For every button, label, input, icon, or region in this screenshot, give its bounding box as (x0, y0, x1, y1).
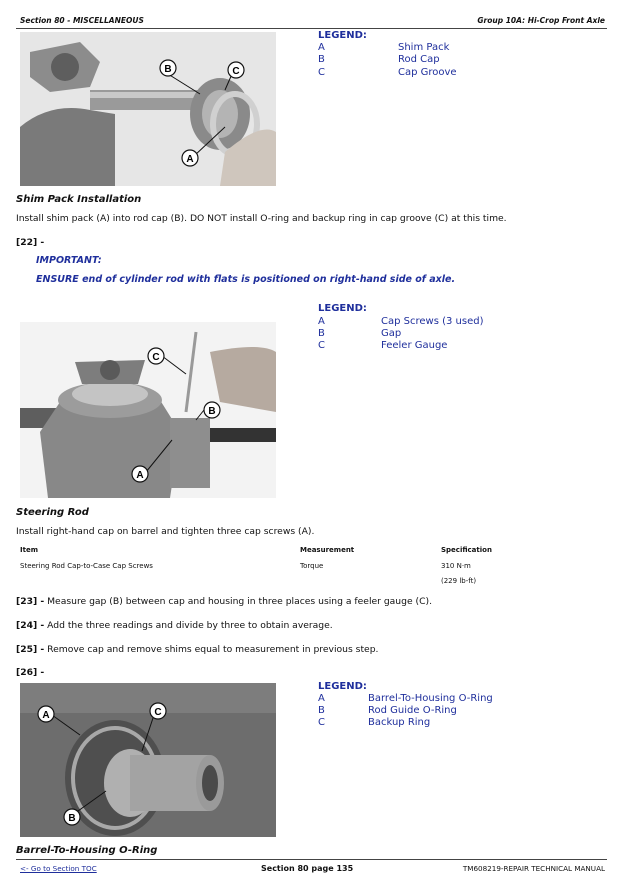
legend-key: A (318, 693, 325, 704)
table-cell-item: Steering Rod Cap-to-Case Cap Screws (20, 562, 153, 570)
footer-rule (16, 859, 607, 860)
shim-pack-text: Install shim pack (A) into rod cap (B). DO NOT install O-ring and backup ring in cap groove (C) at this time. (16, 213, 507, 224)
step-25 (16, 644, 378, 655)
step-number: [26] - (16, 667, 45, 678)
legend-value: Cap Screws (3 used) (381, 316, 484, 327)
legend-key: C (318, 717, 325, 728)
step-23 (16, 596, 432, 607)
step-text: Measure gap (B) between cap and housing in three places using a feeler gauge (C). (47, 596, 433, 607)
table-header-item: Item (20, 546, 38, 554)
legend-key: C (318, 67, 325, 78)
step-number: [25] - (16, 644, 45, 655)
callout-c: C (152, 352, 160, 363)
table-header-measurement: Measurement (300, 546, 355, 554)
table-cell-spec-metric: 310 N·m (441, 562, 471, 570)
legend-key: B (318, 705, 325, 716)
legend-value: Rod Guide O-Ring (368, 705, 457, 716)
table-cell-spec-imperial: (229 lb-ft) (441, 577, 477, 585)
o-ring-photo (20, 683, 276, 837)
shim-pack-illustration (20, 32, 276, 186)
shim-pack-photo (20, 32, 276, 186)
legend-key: B (318, 328, 325, 339)
callout-b: B (208, 406, 216, 417)
callout-b: B (68, 813, 76, 824)
manual-id: TM608219-REPAIR TECHNICAL MANUAL (462, 864, 605, 873)
legend-title: LEGEND: (318, 303, 367, 314)
steering-rod-title: Steering Rod (16, 507, 89, 518)
legend-value: Barrel-To-Housing O-Ring (368, 693, 493, 704)
legend-title: LEGEND: (318, 30, 367, 41)
callout-a: A (186, 154, 194, 165)
steering-rod-text: Install right-hand cap on barrel and tighten three cap screws (A). (16, 526, 315, 537)
header-rule (16, 28, 607, 29)
legend-value: Rod Cap (398, 54, 440, 65)
legend-value: Feeler Gauge (381, 340, 448, 351)
legend-value: Cap Groove (398, 67, 457, 78)
step-26 (16, 667, 44, 678)
feeler-gauge-photo (20, 322, 276, 498)
callout-c: C (154, 707, 162, 718)
table-header-specification: Specification (441, 546, 492, 554)
page-number: Section 80 page 135 (261, 864, 354, 873)
legend-key: A (318, 42, 325, 53)
important-title: IMPORTANT: (36, 255, 102, 266)
important-text: ENSURE end of cylinder rod with flats is positioned on right-hand side of axle. (36, 274, 456, 285)
barrel-title: Barrel-To-Housing O-Ring (16, 845, 158, 856)
legend-value: Backup Ring (368, 717, 431, 728)
step-text: Add the three readings and divide by three to obtain average. (47, 620, 333, 631)
legend-key: C (318, 340, 325, 351)
legend-value: Shim Pack (398, 42, 450, 53)
step-22-label: [22] - (16, 237, 45, 248)
legend-key: B (318, 54, 325, 65)
header-group: Group 10A: Hi-Crop Front Axle (477, 16, 605, 25)
feeler-gauge-illustration (20, 322, 276, 498)
legend-title: LEGEND: (318, 681, 367, 692)
shim-pack-title: Shim Pack Installation (16, 194, 142, 205)
step-text: Remove cap and remove shims equal to measurement in previous step. (47, 644, 379, 655)
step-24 (16, 620, 333, 631)
toc-link[interactable]: <- Go to Section TOC (20, 864, 97, 873)
callout-a: A (42, 710, 50, 721)
callout-a: A (136, 470, 144, 481)
step-number: [24] - (16, 620, 45, 631)
callout-b: B (164, 64, 172, 75)
o-ring-illustration (20, 683, 276, 837)
header-section: Section 80 - MISCELLANEOUS (20, 16, 144, 25)
table-cell-measurement: Torque (300, 562, 324, 570)
step-number: [23] - (16, 596, 45, 607)
legend-key: A (318, 316, 325, 327)
legend-value: Gap (381, 328, 402, 339)
callout-c: C (232, 66, 240, 77)
